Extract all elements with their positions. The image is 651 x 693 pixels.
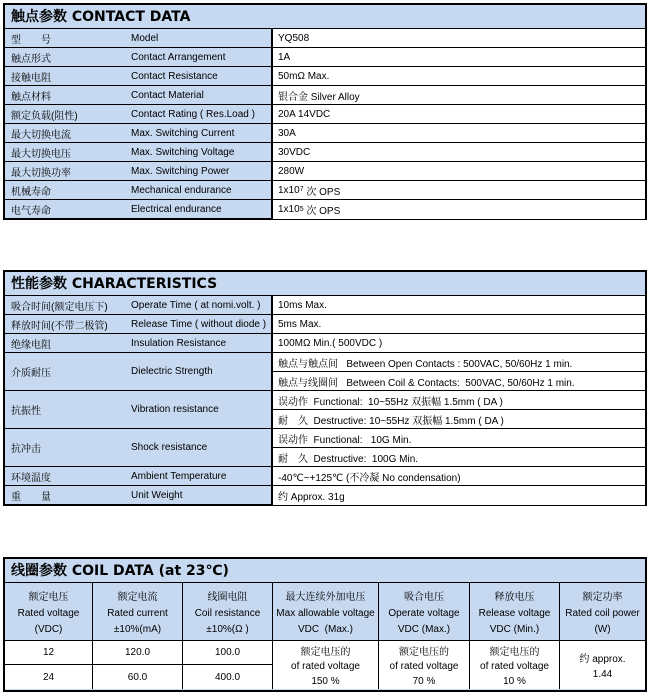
row-label-en: Ambient Temperature [131, 470, 227, 482]
table-row [5, 162, 645, 181]
table-row [5, 429, 645, 467]
row-value: -40℃~+125℃ (不冷凝 No condensation) [278, 472, 461, 484]
row-value: 50mΩ Max. [278, 70, 330, 82]
table-row [5, 200, 645, 219]
row-label-en: Model [131, 32, 159, 44]
table-row [5, 353, 645, 391]
row-label-cn: 最大切换功率 [11, 167, 71, 179]
row-value: 280W [278, 165, 305, 177]
row-label-cn: 额定负载(阻性) [11, 110, 78, 122]
row-label-en: Contact Material [131, 89, 204, 101]
row-label-cn: 介质耐压 [11, 368, 51, 379]
table-row [5, 467, 645, 486]
table-row [5, 29, 645, 48]
row-value: 1A [278, 51, 291, 63]
row-label-en: Max. Switching Voltage [131, 146, 235, 158]
table-row [5, 67, 645, 86]
row-label-en: Shock resistance [131, 442, 208, 453]
row-label-cn: 环境温度 [11, 472, 51, 484]
column-header: 吸合电压 Operate voltage VDC (Max.) [379, 583, 470, 641]
table-row [5, 86, 645, 105]
row-label-cn: 重 量 [11, 492, 51, 503]
cell-max-allowable-voltage: 额定电压的 of rated voltage 150 % [273, 641, 379, 689]
characteristics-table [3, 270, 647, 506]
row-label-en: Max. Switching Power [131, 165, 230, 177]
cell-voltage: 24 [5, 665, 93, 689]
contact-data-title: 触点参数 CONTACT DATA [5, 5, 645, 29]
cell-current: 60.0 [93, 665, 183, 689]
row-label-cn: 机械寿命 [11, 186, 51, 198]
row-label-en: Dielectric Strength [131, 366, 213, 377]
characteristics-title: 性能参数 CHARACTERISTICS [5, 272, 645, 296]
row-value: YQ508 [278, 32, 310, 44]
row-label-cn: 吸合时间(额定电压下) [11, 301, 108, 313]
row-value: 触点与线圈间 Between Coil & Contacts: 500VAC, 50/60Hz 1 min. [278, 377, 575, 389]
row-label-cn: 绝缘电阻 [11, 339, 51, 351]
row-value: 5ms Max. [278, 318, 322, 330]
row-label-cn: 触点材料 [11, 91, 51, 103]
table-row [5, 105, 645, 124]
column-header: 额定电压 Rated voltage (VDC) [5, 583, 93, 641]
row-label-cn: 最大切换电流 [11, 129, 71, 141]
coil-data-table [3, 557, 647, 692]
coil-grid [5, 583, 645, 689]
table-row [5, 124, 645, 143]
table-row [5, 143, 645, 162]
cell-resistance: 100.0 [183, 641, 273, 665]
table-row [5, 486, 645, 505]
cell-voltage: 12 [5, 641, 93, 665]
row-label-en: Contact Rating ( Res.Load ) [131, 108, 255, 120]
table-row [5, 391, 645, 429]
row-value: 20A 14VDC [278, 108, 331, 120]
row-label-en: Operate Time ( at nomi.volt. ) [131, 299, 261, 311]
column-header: 释放电压 Release voltage VDC (Min.) [470, 583, 560, 641]
row-label-cn: 接触电阻 [11, 72, 51, 84]
row-label-cn: 电气寿命 [11, 206, 51, 217]
table-row [5, 315, 645, 334]
row-label-cn: 抗振性 [11, 406, 41, 417]
row-value: 1x10 7 次 OPS [278, 184, 341, 198]
cell-current: 120.0 [93, 641, 183, 665]
row-value: 约 Approx. 31g [278, 492, 345, 503]
table-row [5, 296, 645, 315]
row-value: 误动作 Functional: 10~55Hz 双振幅 1.5mm ( DA ) [273, 391, 645, 410]
row-value: 1x10 5 次 OPS [278, 204, 341, 217]
row-value: 100MΩ Min.( 500VDC ) [278, 337, 383, 349]
row-label-en: Unit Weight [131, 490, 183, 501]
row-label-cn: 最大切换电压 [11, 148, 71, 160]
cell-operate-voltage: 额定电压的 of rated voltage 70 % [379, 641, 470, 689]
row-label-cn: 型 号 [11, 34, 51, 46]
coil-data-title: 线圈参数 COIL DATA (at 23℃) [5, 559, 645, 583]
table-row [5, 334, 645, 353]
row-value: 触点与触点间 Between Open Contacts : 500VAC, 50/60Hz 1 min. [273, 353, 645, 372]
row-label-en: Electrical endurance [131, 204, 222, 215]
row-label-en: Contact Arrangement [131, 51, 226, 63]
row-label-en: Mechanical endurance [131, 184, 232, 196]
row-label-en: Release Time ( without diode ) [131, 318, 267, 330]
row-value: 耐 久 Destructive: 100G Min. [278, 453, 419, 465]
cell-resistance: 400.0 [183, 665, 273, 689]
row-label-cn: 抗冲击 [11, 444, 41, 455]
row-value: 30A [278, 127, 296, 139]
row-label-en: Contact Resistance [131, 70, 218, 82]
row-value: 银合金 Silver Alloy [278, 91, 360, 103]
contact-data-table [3, 3, 647, 220]
column-header: 最大连续外加电压 Max allowable voltage VDC (Max.) [273, 583, 379, 641]
row-label-cn: 释放时间(不带二极管) [11, 320, 108, 332]
column-header: 额定功率 Rated coil power (W) [560, 583, 645, 641]
row-value: 误动作 Functional: 10G Min. [273, 429, 645, 448]
row-value: 耐 久 Destructive: 10~55Hz 双振幅 1.5mm ( DA ) [278, 415, 504, 427]
row-value: 10ms Max. [278, 299, 327, 311]
row-label-en: Max. Switching Current [131, 127, 235, 139]
row-label-cn: 触点形式 [11, 53, 51, 65]
cell-rated-power: 约 approx. 1.44 [560, 641, 645, 689]
column-header: 线圈电阻 Coil resistance ±10%(Ω ) [183, 583, 273, 641]
column-header: 额定电流 Rated current ±10%(mA) [93, 583, 183, 641]
table-row [5, 181, 645, 200]
row-value: 30VDC [278, 146, 311, 158]
row-label-en: Vibration resistance [131, 404, 219, 415]
table-row [5, 48, 645, 67]
row-label-en: Insulation Resistance [131, 337, 227, 349]
cell-release-voltage: 额定电压的 of rated voltage 10 % [470, 641, 560, 689]
